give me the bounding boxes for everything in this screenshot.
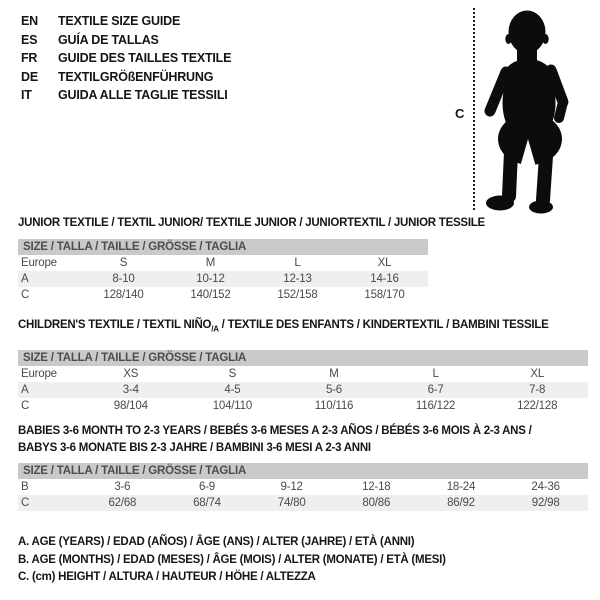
language-title: TEXTILGRÖßENFÜHRUNG <box>58 69 214 84</box>
row-label: C <box>21 497 30 509</box>
section-title-line1: BABIES 3-6 MONTH TO 2-3 YEARS / BEBÉS 3-6 MESES A 2-3 AÑOS / BÉBÉS 3-6 MOIS À 2-3 ANS / <box>18 425 532 437</box>
section-title <box>18 319 588 335</box>
value-cell: 110/116 <box>314 400 354 413</box>
language-title: TEXTILE SIZE GUIDE <box>58 14 181 28</box>
value-cell: 74/80 <box>277 497 306 509</box>
junior-textile-section <box>18 217 485 303</box>
value-cell: 152/158 <box>277 289 318 301</box>
title-subscript: /A <box>211 324 219 334</box>
value-cell: 104/110 <box>212 400 253 413</box>
row-label: C <box>21 400 30 413</box>
value-cell: 9-12 <box>280 481 303 493</box>
toddler-silhouette-image <box>483 6 575 214</box>
value-cell: 18-24 <box>446 481 476 493</box>
row-label: A <box>21 273 29 285</box>
value-cell: 62/68 <box>108 497 137 509</box>
value-cell: 140/152 <box>190 289 231 301</box>
value-cell: 80/86 <box>362 497 391 509</box>
value-cell: 12-13 <box>283 273 312 285</box>
language-code: FR <box>21 51 38 65</box>
language-title: GUIDE DES TAILLES TEXTILE <box>58 51 232 65</box>
language-row-it <box>21 86 231 105</box>
childrens-size-table <box>18 366 588 414</box>
language-code: ES <box>21 32 38 47</box>
value-cell: 5-6 <box>325 384 342 397</box>
row-label: A <box>21 384 29 397</box>
table-row <box>18 398 588 414</box>
section-title-line2: BABYS 3-6 MONATE BIS 2-3 JAHRE / BAMBINI 3-6 MESI A 2-3 ANNI <box>18 441 371 454</box>
value-cell: 6-7 <box>427 384 444 397</box>
size-cell: S <box>119 257 128 269</box>
row-label: B <box>21 481 29 493</box>
value-cell: 3-6 <box>114 481 131 493</box>
table-row <box>18 495 588 511</box>
table-row <box>18 255 428 271</box>
value-cell: 4-5 <box>224 384 241 397</box>
value-cell: 122/128 <box>517 400 558 413</box>
junior-size-table <box>18 255 428 303</box>
value-cell: 10-12 <box>196 273 225 285</box>
language-code: DE <box>21 69 38 84</box>
value-cell: 98/104 <box>113 400 148 413</box>
size-cell: M <box>205 257 216 269</box>
size-cell: XL <box>377 257 392 269</box>
note-age-years: A. AGE (YEARS) / EDAD (AÑOS) / ÂGE (ANS) / ALTER (JAHRE) / ETÀ (ANNI) <box>18 536 415 548</box>
value-cell: 3-4 <box>122 384 139 397</box>
row-label: Europe <box>21 257 57 269</box>
size-cell: S <box>228 368 237 381</box>
language-code: EN <box>21 14 38 28</box>
value-cell: 128/140 <box>103 289 144 301</box>
value-cell: 8-10 <box>112 273 135 285</box>
language-row-es <box>21 31 231 50</box>
table-row <box>18 382 588 398</box>
language-title: GUIDA ALLE TAGLIE TESSILI <box>58 88 228 102</box>
size-cell: XS <box>123 368 139 381</box>
size-cell: L <box>432 368 439 381</box>
legend-notes <box>18 534 446 587</box>
value-cell: 92/98 <box>531 497 560 509</box>
size-header-bar: SIZE / TALLA / TAILLE / GRÖSSE / TAGLIA <box>18 350 588 366</box>
table-row <box>18 366 588 382</box>
value-cell: 68/74 <box>193 497 221 509</box>
row-label: C <box>21 289 30 301</box>
size-cell: M <box>329 368 339 381</box>
table-row <box>18 271 428 287</box>
size-cell: XL <box>530 368 545 381</box>
table-row <box>18 287 428 303</box>
language-row-en <box>21 12 231 31</box>
section-title: JUNIOR TEXTILE / TEXTIL JUNIOR/ TEXTILE JUNIOR / JUNIORTEXTIL / JUNIOR TESSILE <box>18 217 485 229</box>
height-dotted-line <box>473 8 475 210</box>
size-header-bar: SIZE / TALLA / TAILLE / GRÖSSE / TAGLIA <box>18 463 588 479</box>
value-cell: 86/92 <box>447 497 475 509</box>
value-cell: 6-9 <box>198 481 215 493</box>
size-header-bar: SIZE / TALLA / TAILLE / GRÖSSE / TAGLIA <box>18 239 428 255</box>
value-cell: 14-16 <box>370 273 399 285</box>
language-row-fr <box>21 49 231 68</box>
table-row <box>18 479 588 495</box>
language-title: GUÍA DE TALLAS <box>58 32 159 47</box>
babies-size-table <box>18 479 588 511</box>
row-label: Europe <box>21 368 57 381</box>
babies-textile-section <box>18 423 588 511</box>
childrens-textile-section <box>18 319 588 414</box>
title-part: CHILDREN'S TEXTILE / TEXTIL NIÑO <box>18 319 212 331</box>
value-cell: 12-18 <box>362 481 391 493</box>
title-part: / TEXTILE DES ENFANTS / KINDERTEXTIL / BAMBINI TESSILE <box>218 319 549 331</box>
language-code: IT <box>21 88 32 102</box>
value-cell: 24-36 <box>531 481 560 493</box>
note-age-months: B. AGE (MONTHS) / EDAD (MESES) / ÂGE (MOIS) / ALTER (MONATE) / ETÀ (MESI) <box>18 553 446 566</box>
value-cell: 7-8 <box>529 384 546 397</box>
value-cell: 116/122 <box>415 400 456 413</box>
note-height-cm: C. (cm) HEIGHT / ALTURA / HAUTEUR / HÖHE / ALTEZZA <box>18 571 316 583</box>
size-cell: L <box>294 257 301 269</box>
language-row-de <box>21 68 231 87</box>
language-list <box>21 12 231 105</box>
height-measure-label: C <box>455 106 465 121</box>
value-cell: 158/170 <box>364 289 405 301</box>
